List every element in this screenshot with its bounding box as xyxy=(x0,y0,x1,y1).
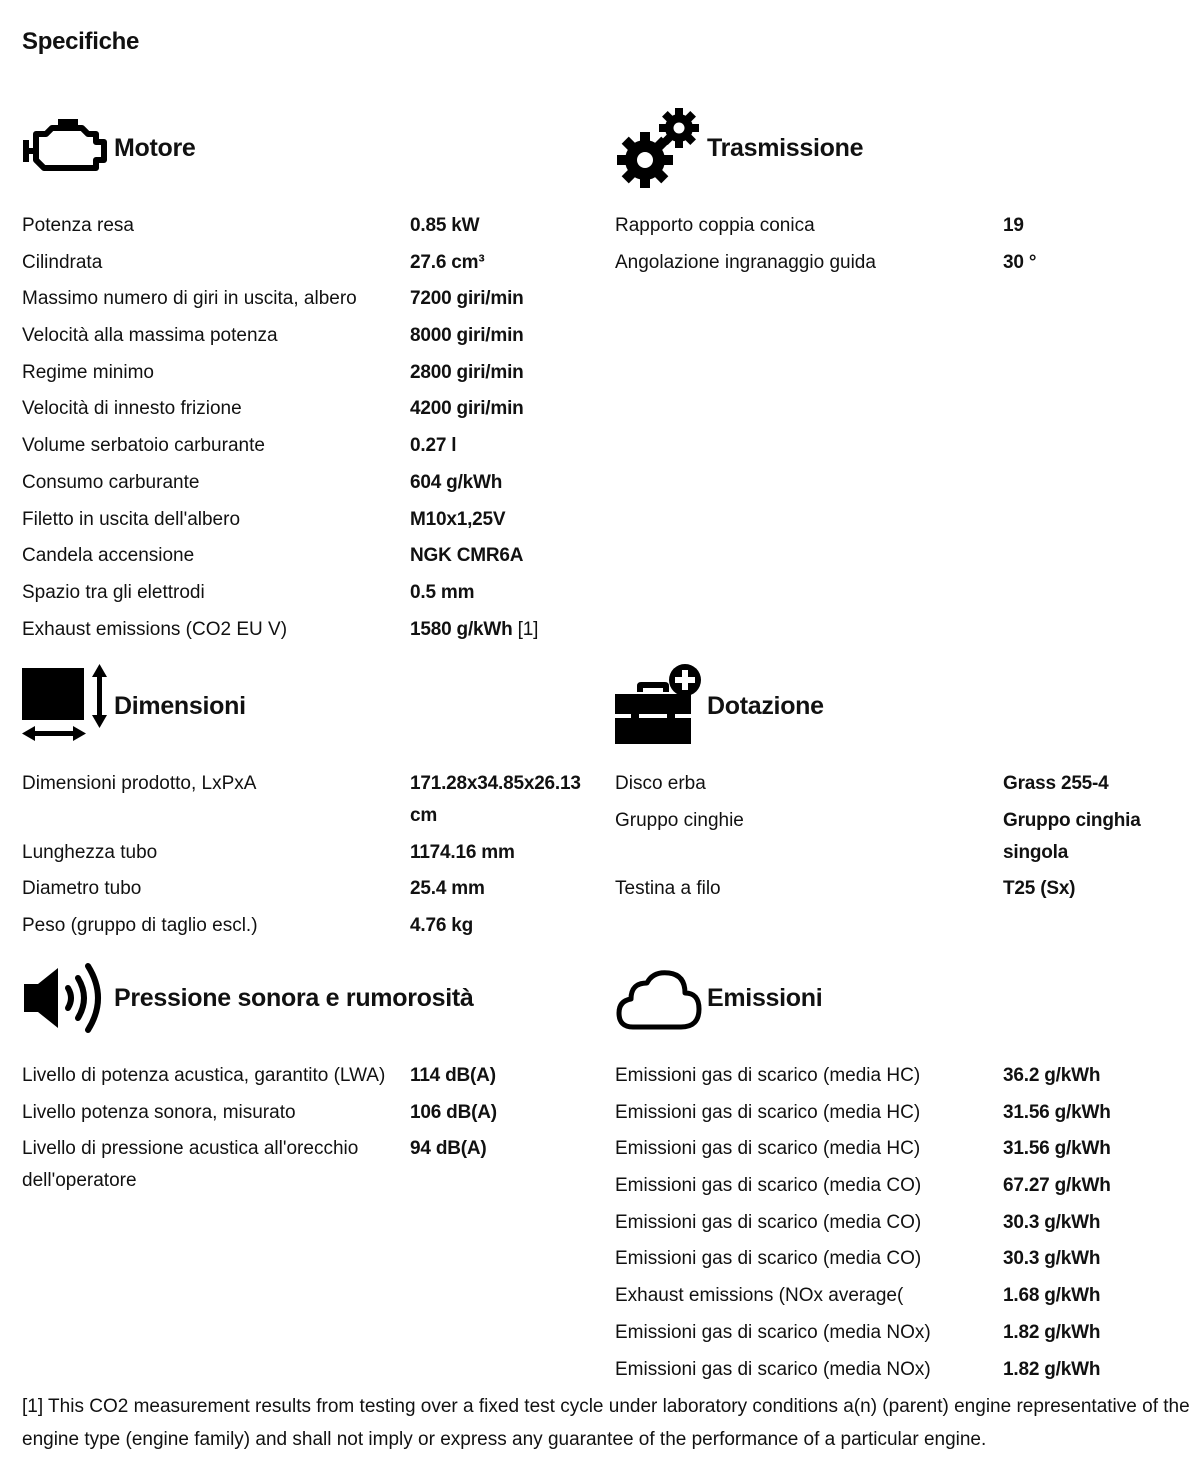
footnote: [1] This CO2 measurement results from testing over a fixed test cycle under laboratory conditions a(n) (parent) engine representative of the engine type (engine family) and shall not imply or express any guarantee of the performance of a particular engine. xyxy=(22,1396,1190,1450)
spec-label: Emissioni gas di scarico (media CO) xyxy=(615,1175,922,1197)
spec-label: Diametro tubo xyxy=(22,878,142,900)
spec-value: 0.5 mm xyxy=(410,581,475,603)
spec-label: Gruppo cinghie xyxy=(615,809,744,831)
spec-value: 8000 giri/min xyxy=(410,325,524,347)
footnote-ref: [1] xyxy=(512,618,539,640)
spec-label: Velocità alla massima potenza xyxy=(22,325,278,347)
spec-label: Filetto in uscita dell'albero xyxy=(22,508,241,530)
spec-label: Livello di pressione acustica all'orecchio dell'operatore xyxy=(22,1138,359,1192)
spec-value: NGK CMR6A xyxy=(410,545,524,567)
spec-label: Velocità di innesto frizione xyxy=(22,398,242,420)
spec-value: 7200 giri/min xyxy=(410,288,524,310)
spec-value: 171.28x34.85x26.13 cm xyxy=(410,773,581,826)
spec-row xyxy=(615,1243,1190,1275)
section-dimensioni xyxy=(22,662,597,947)
spec-value: T25 (Sx) xyxy=(1003,878,1076,900)
spec-label: Emissioni gas di scarico (media NOx) xyxy=(615,1358,931,1380)
toolbox-plus-icon xyxy=(615,662,707,750)
spec-row xyxy=(615,1354,1190,1386)
spec-row xyxy=(615,247,1190,279)
spec-value: 0.27 l xyxy=(410,435,457,457)
spec-row xyxy=(22,614,597,646)
spec-value: 4.76 kg xyxy=(410,915,474,937)
spec-label: Emissioni gas di scarico (media HC) xyxy=(615,1101,921,1123)
spec-label: Exhaust emissions (NOx average( xyxy=(615,1285,904,1307)
spec-list xyxy=(22,210,597,646)
spec-row xyxy=(615,1097,1190,1129)
spec-row xyxy=(615,1207,1190,1239)
spec-label: Lunghezza tubo xyxy=(22,841,158,863)
spec-row xyxy=(22,910,597,942)
spec-label: Emissioni gas di scarico (media HC) xyxy=(615,1138,921,1160)
spec-value: 30.3 g/kWh xyxy=(1003,1211,1101,1233)
spec-value: 604 g/kWh xyxy=(410,471,503,493)
spec-value: 27.6 cm³ xyxy=(410,251,485,273)
spec-label: Candela accensione xyxy=(22,545,195,567)
dimensions-icon xyxy=(22,662,114,750)
spec-value: 94 dB(A) xyxy=(410,1138,487,1160)
spec-label: Disco erba xyxy=(615,773,706,794)
spec-label: Massimo numero di giri in uscita, albero xyxy=(22,288,357,310)
spec-value: 1.68 g/kWh xyxy=(1003,1285,1101,1307)
section-header xyxy=(22,662,597,750)
section-header xyxy=(22,954,597,1042)
section-dotazione xyxy=(615,662,1190,910)
spec-label: Spazio tra gli elettrodi xyxy=(22,581,205,603)
spec-label: Rapporto coppia conica xyxy=(615,215,815,236)
spec-value: 31.56 g/kWh xyxy=(1003,1138,1111,1160)
section-title: Trasmissione xyxy=(707,133,864,162)
cloud-icon xyxy=(615,954,707,1042)
spec-value: Gruppo cinghia singola xyxy=(1003,809,1141,863)
section-header xyxy=(615,104,1190,192)
spec-row xyxy=(22,873,597,905)
spec-list xyxy=(615,1060,1190,1386)
spec-label: Angolazione ingranaggio guida xyxy=(615,251,876,273)
spec-row xyxy=(615,210,1190,242)
engine-icon xyxy=(22,104,114,192)
spec-label: Consumo carburante xyxy=(22,471,200,493)
spec-row xyxy=(615,1317,1190,1349)
spec-value xyxy=(410,614,590,646)
spec-row xyxy=(22,504,597,536)
spec-value: 25.4 mm xyxy=(410,878,485,900)
spec-row xyxy=(615,1170,1190,1202)
section-header xyxy=(22,104,597,192)
spec-value: 1174.16 mm xyxy=(410,841,515,863)
spec-row xyxy=(22,1097,597,1129)
spec-label: Exhaust emissions (CO2 EU V) xyxy=(22,618,288,640)
section-title: Motore xyxy=(114,133,196,162)
spec-list xyxy=(615,210,1190,279)
spec-value: 30.3 g/kWh xyxy=(1003,1248,1101,1270)
spec-row xyxy=(615,1060,1190,1092)
page-title: Specifiche xyxy=(22,28,140,55)
spec-value: 31.56 g/kWh xyxy=(1003,1101,1111,1123)
spec-label: Livello di potenza acustica, garantito (LWA) xyxy=(22,1065,386,1086)
spec-list xyxy=(22,768,597,942)
spec-label: Testina a filo xyxy=(615,878,721,900)
spec-value: 2800 giri/min xyxy=(410,361,524,383)
section-title: Dotazione xyxy=(707,691,824,720)
spec-row xyxy=(615,768,1190,800)
spec-row xyxy=(22,283,597,315)
spec-label: Emissioni gas di scarico (media CO) xyxy=(615,1211,922,1233)
spec-row xyxy=(22,577,597,609)
section-title: Dimensioni xyxy=(114,691,246,720)
section-title: Emissioni xyxy=(707,983,823,1012)
gears-icon xyxy=(615,104,707,192)
spec-value: 19 xyxy=(1003,215,1024,236)
spec-label: Emissioni gas di scarico (media NOx) xyxy=(615,1321,931,1343)
spec-list xyxy=(22,1060,597,1197)
spec-label: Livello potenza sonora, misurato xyxy=(22,1101,296,1123)
spec-label: Volume serbatoio carburante xyxy=(22,435,265,457)
spec-row xyxy=(22,768,597,832)
spec-value: M10x1,25V xyxy=(410,508,506,530)
section-title: Pressione sonora e rumorosità xyxy=(114,983,474,1012)
spec-row xyxy=(22,837,597,869)
section-motore xyxy=(22,104,597,650)
spec-label: Emissioni gas di scarico (media CO) xyxy=(615,1248,922,1270)
spec-row xyxy=(615,805,1190,869)
spec-row xyxy=(22,210,597,242)
spec-label: Regime minimo xyxy=(22,361,154,383)
spec-row xyxy=(615,1133,1190,1165)
spec-label: Emissioni gas di scarico (media HC) xyxy=(615,1065,921,1086)
spec-label: Cilindrata xyxy=(22,251,103,273)
spec-value: 36.2 g/kWh xyxy=(1003,1065,1101,1086)
spec-row xyxy=(22,430,597,462)
section-header xyxy=(615,954,1190,1042)
spec-value: 4200 giri/min xyxy=(410,398,524,420)
spec-row xyxy=(22,357,597,389)
spec-row xyxy=(22,540,597,572)
spec-row xyxy=(615,873,1190,905)
spec-value: 106 dB(A) xyxy=(410,1101,497,1123)
section-header xyxy=(615,662,1190,750)
spec-list xyxy=(615,768,1190,905)
spec-label: Potenza resa xyxy=(22,215,134,236)
section-pressione-sonora xyxy=(22,954,597,1202)
speaker-icon xyxy=(22,954,114,1042)
spec-value-text: 1580 g/kWh xyxy=(410,618,513,640)
spec-value: 67.27 g/kWh xyxy=(1003,1175,1111,1197)
spec-value: 114 dB(A) xyxy=(410,1065,496,1086)
spec-value: Grass 255-4 xyxy=(1003,773,1109,794)
spec-row xyxy=(22,1133,597,1197)
spec-value: 1.82 g/kWh xyxy=(1003,1358,1101,1380)
spec-value: 0.85 kW xyxy=(410,215,480,236)
spec-row xyxy=(22,247,597,279)
section-trasmissione xyxy=(615,104,1190,283)
spec-value: 30 ° xyxy=(1003,251,1037,273)
spec-label: Dimensioni prodotto, LxPxA xyxy=(22,773,257,794)
spec-row xyxy=(615,1280,1190,1312)
spec-row xyxy=(22,467,597,499)
spec-row xyxy=(22,393,597,425)
spec-row xyxy=(22,320,597,352)
spec-label: Peso (gruppo di taglio escl.) xyxy=(22,915,258,937)
section-emissioni xyxy=(615,954,1190,1390)
spec-row xyxy=(22,1060,597,1092)
spec-value: 1.82 g/kWh xyxy=(1003,1321,1101,1343)
